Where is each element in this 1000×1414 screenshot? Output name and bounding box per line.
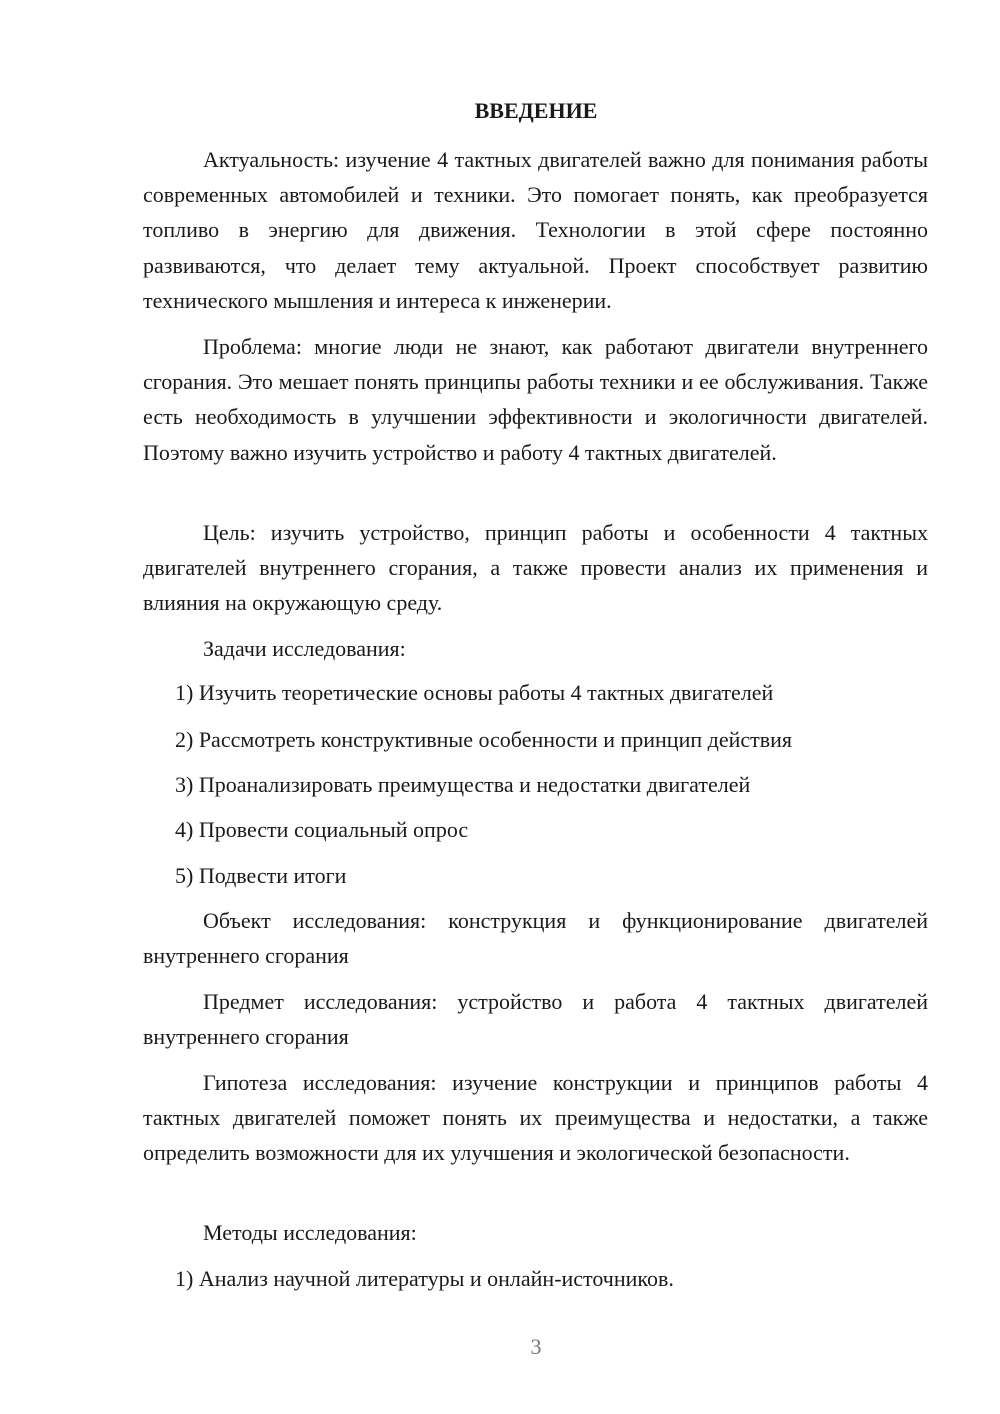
problem-paragraph: Проблема: многие люди не знают, как работают двигатели внутреннего сгорания. Это мешает понять принципы работы техники и ее обслуживания. Также есть необходимость в улучшении эффективности и экологичности двигателей. Поэтому важно изучить устройство и работу 4 тактных двигателей. bbox=[143, 334, 928, 465]
page-title: ВВЕДЕНИЕ bbox=[474, 98, 598, 123]
task-item-1: 1) Изучить теоретические основы работы 4 тактных двигателей bbox=[175, 680, 774, 705]
methods-title: Методы исследования: bbox=[203, 1220, 417, 1245]
goal-paragraph: Цель: изучить устройство, принцип работы и особенности 4 тактных двигателей внутреннего сгорания, а также провести анализ их применения и влияния на окружающую среду. bbox=[143, 520, 928, 616]
task-item-2: 2) Рассмотреть конструктивные особенности и принцип действия bbox=[175, 727, 793, 752]
method-item-1: 1) Анализ научной литературы и онлайн-источников. bbox=[175, 1266, 674, 1291]
hypothesis-paragraph: Гипотеза исследования: изучение конструкции и принципов работы 4 тактных двигателей поможет понять их преимущества и недостатки, а также определить возможности для их улучшения и экологической безопасности. bbox=[143, 1070, 928, 1166]
task-item-3: 3) Проанализировать преимущества и недостатки двигателей bbox=[175, 772, 751, 797]
page-number: 3 bbox=[530, 1334, 542, 1359]
task-item-4: 4) Провести социальный опрос bbox=[175, 817, 469, 842]
object-paragraph: Объект исследования: конструкция и функционирование двигателей внутреннего сгорания bbox=[143, 908, 928, 969]
subject-paragraph: Предмет исследования: устройство и работа 4 тактных двигателей внутреннего сгорания bbox=[143, 989, 928, 1050]
task-item-5: 5) Подвести итоги bbox=[175, 863, 347, 888]
relevance-paragraph: Актуальность: изучение 4 тактных двигателей важно для понимания работы современных автомобилей и техники. Это помогает понять, как преобразуется топливо в энергию для движения. Технологии в этой сфере постоянно развиваются, что делает тему актуальной. Проект способствует развитию технического мышления и интереса к инженерии. bbox=[143, 147, 928, 313]
tasks-title: Задачи исследования: bbox=[203, 636, 406, 661]
